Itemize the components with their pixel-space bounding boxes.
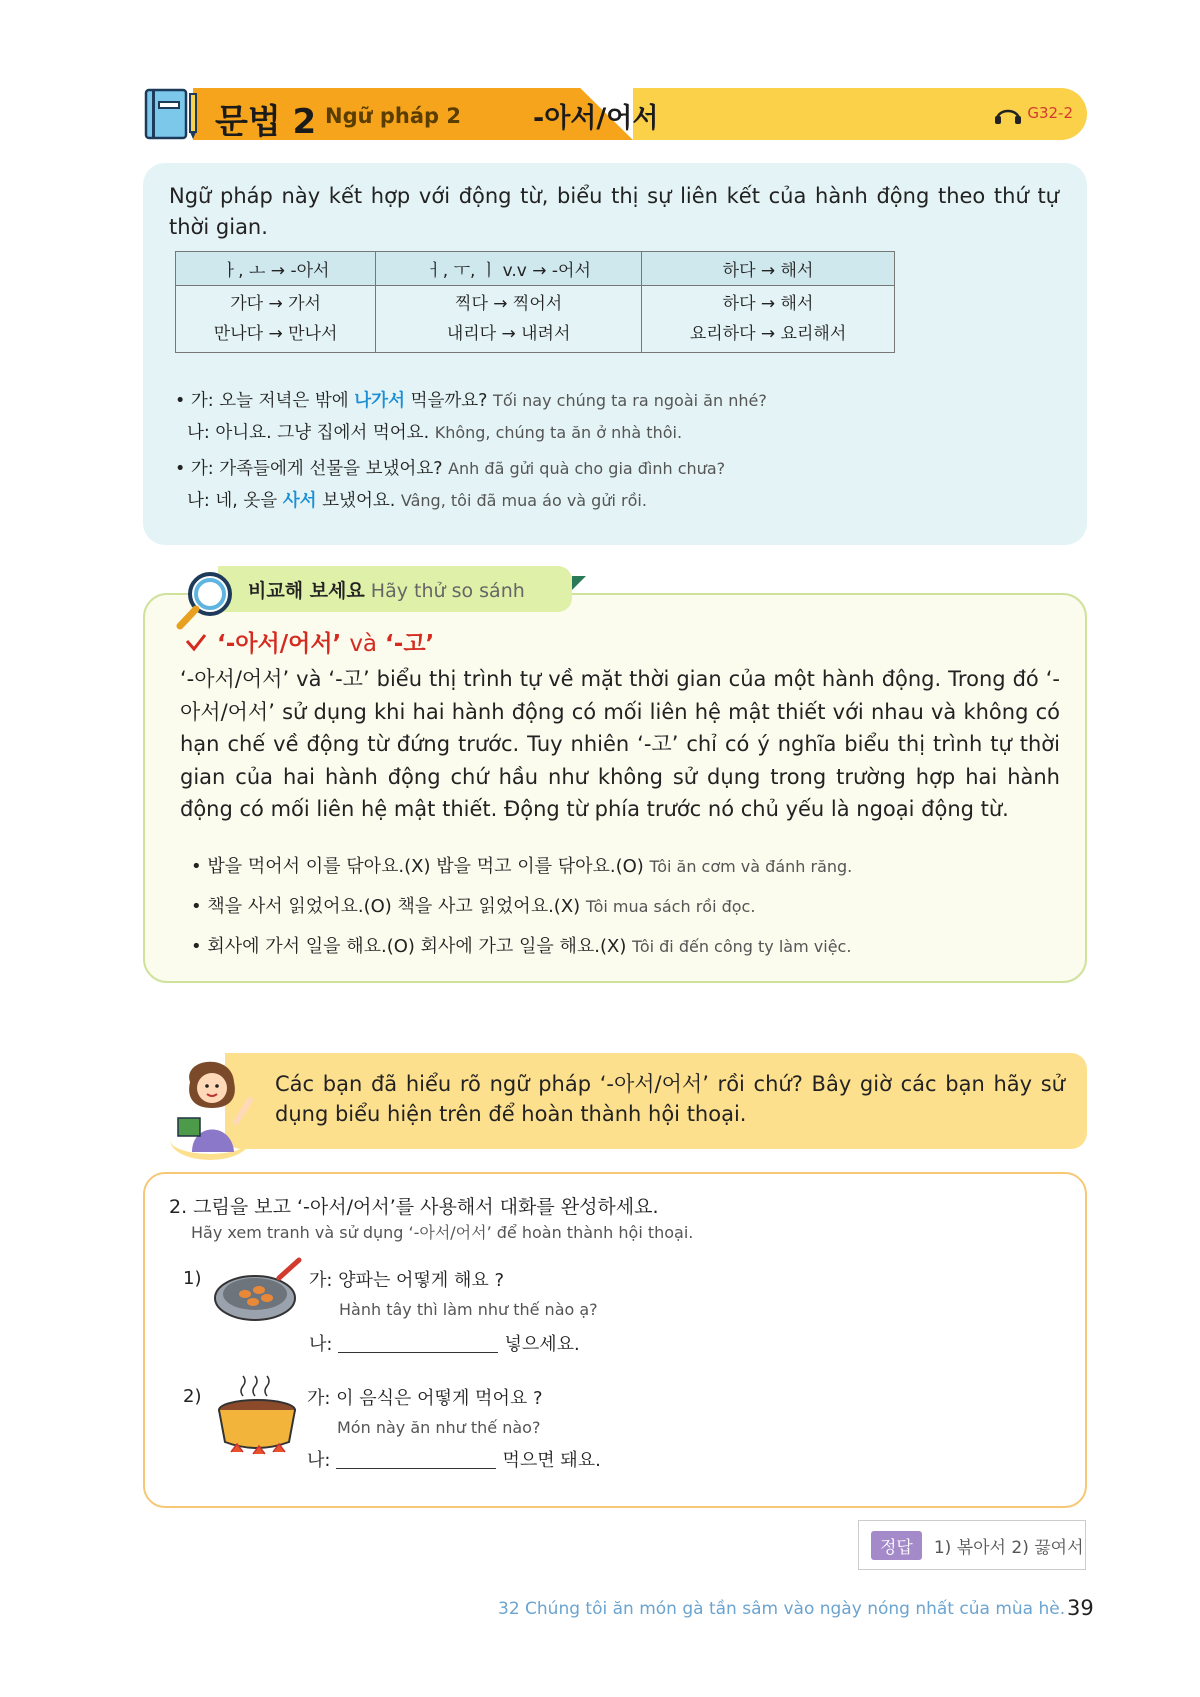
- compare-examples: [191, 847, 852, 967]
- audio-track[interactable]: [993, 102, 1073, 124]
- frying-pan-icon: [211, 1256, 307, 1326]
- table-cell: 요리하다 → 요리해서: [689, 324, 847, 344]
- answer-badge: 정답: [871, 1531, 922, 1560]
- boiling-pot-icon: [213, 1372, 303, 1460]
- exercise-subtitle: Hãy xem tranh và sử dụng ‘-아서/어서’ để hoàn thành hội thoại.: [191, 1223, 694, 1242]
- footer-text: 32 Chúng tôi ăn món gà tần sâm vào ngày nóng nhất của mùa hè.: [498, 1599, 1066, 1619]
- example-line: • 회사에 가서 일을 해요.(O) 회사에 가고 일을 해요.(X) Tôi đi đến công ty làm việc.: [191, 936, 852, 957]
- table-header: ㅏ, ㅗ → -아서: [176, 252, 376, 286]
- answer-key: [858, 1520, 1086, 1570]
- teacher-icon: [168, 1048, 260, 1158]
- question-line: 가: 양파는 어떻게 해요 ?: [309, 1270, 504, 1291]
- table-header: 하다 → 해서: [642, 252, 895, 286]
- example-dialogues: [175, 385, 767, 517]
- grammar-intro: Ngữ pháp này kết hợp với động từ, biểu thị sự liên kết của hành động theo thứ tự thời gian.: [169, 184, 1059, 239]
- grammar-explanation-box: [143, 163, 1087, 545]
- audio-code: G32-2: [1027, 104, 1073, 122]
- checkmark-icon: [185, 633, 207, 653]
- table-cell: 내리다 → 내려서: [446, 324, 571, 344]
- example-line: • 책을 사서 읽었어요.(O) 책을 사고 읽었어요.(X) Tôi mua sách rồi đọc.: [191, 896, 756, 917]
- item-number: 1): [183, 1268, 202, 1289]
- page-subtitle: Ngữ pháp 2: [325, 104, 461, 128]
- exercise-title: 2. 그림을 보고 ‘-아서/어서’를 사용해서 대화를 완성하세요.: [169, 1196, 659, 1218]
- compare-body: ‘-아서/어서’ và ‘-고’ biểu thị trình tự về mặt thời gian của một hành động. Trong đó ‘-아서/어서’ sử dụng khi hai hành động có mối liên hệ mật thiết với nhau và không có hạn chế về động từ đứng trước. Tuy nhiên ‘-고’ chỉ có ý nghĩa biểu thị trình tự thời gian của hai hành động chứ hầu như không sử dụng trong trường hợp hai hành động có mối liên hệ mật thiết. Động từ phía trước nó chủ yếu là ngoại động từ.: [180, 667, 1060, 821]
- example-line: 나: 아니요. 그냥 집에서 먹어요. Không, chúng ta ăn ở nhà thôi.: [187, 423, 683, 443]
- answer-text: 1) 볶아서 2) 끓여서: [933, 1537, 1084, 1558]
- table-cell: 가다 → 가서: [230, 294, 321, 314]
- question-line: 가: 이 음식은 어떻게 먹어요 ?: [307, 1388, 543, 1409]
- table-cell: 하다 → 해서: [722, 294, 814, 314]
- table-header: ㅓ, ㅜ, ㅣ v.v → -어서: [376, 252, 642, 286]
- answer-line: 나: 넣으세요.: [309, 1334, 580, 1355]
- compare-title: ‘-아서/어서’ và ‘-고’: [217, 631, 435, 657]
- example-line: • 가: 가족들에게 선물을 보냈어요? Anh đã gửi quà cho gia đình chưa?: [175, 459, 726, 479]
- table-row: [176, 286, 895, 353]
- example-line: • 밥을 먹어서 이를 닦아요.(X) 밥을 먹고 이를 닦아요.(O) Tôi ăn cơm và đánh răng.: [191, 856, 853, 877]
- compare-box: [143, 593, 1087, 983]
- tab-corner: [572, 576, 586, 590]
- page-title: 문법 2: [215, 102, 317, 142]
- headphones-icon: [993, 102, 1023, 124]
- compare-tab: 비교해 보세요 Hãy thử so sánh: [218, 566, 572, 612]
- answer-blank[interactable]: [338, 1352, 498, 1353]
- question-translation: Hành tây thì làm như thế nào ạ?: [339, 1300, 598, 1319]
- book-pencil-icon: [143, 86, 199, 142]
- answer-line: 나: 먹으면 돼요.: [307, 1450, 601, 1471]
- magnifier-icon: [172, 566, 238, 632]
- exercise-box: [143, 1172, 1087, 1508]
- page-number: 39: [1067, 1596, 1094, 1620]
- conjugation-table: [175, 251, 895, 353]
- example-line: 나: 네, 옷을 사서 보냈어요. Vâng, tôi đã mua áo và gửi rồi.: [187, 491, 647, 511]
- banner-text: Các bạn đã hiểu rõ ngữ pháp ‘-아서/어서’ rồi chứ? Bây giờ các bạn hãy sử dụng biểu hiện trên để hoàn thành hội thoại.: [275, 1072, 1065, 1126]
- teacher-banner: [225, 1053, 1087, 1149]
- question-translation: Món này ăn như thế nào?: [337, 1418, 541, 1437]
- item-number: 2): [183, 1386, 202, 1407]
- table-cell: 찍다 → 찍어서: [455, 294, 563, 314]
- example-line: • 가: 오늘 저녁은 밖에 나가서 먹을까요? Tối nay chúng ta ra ngoài ăn nhé?: [175, 391, 767, 411]
- answer-blank[interactable]: [336, 1468, 496, 1469]
- grammar-point: -아서/어서: [533, 103, 659, 134]
- table-cell: 만나다 → 만나서: [213, 324, 338, 344]
- section-header: [143, 88, 1087, 140]
